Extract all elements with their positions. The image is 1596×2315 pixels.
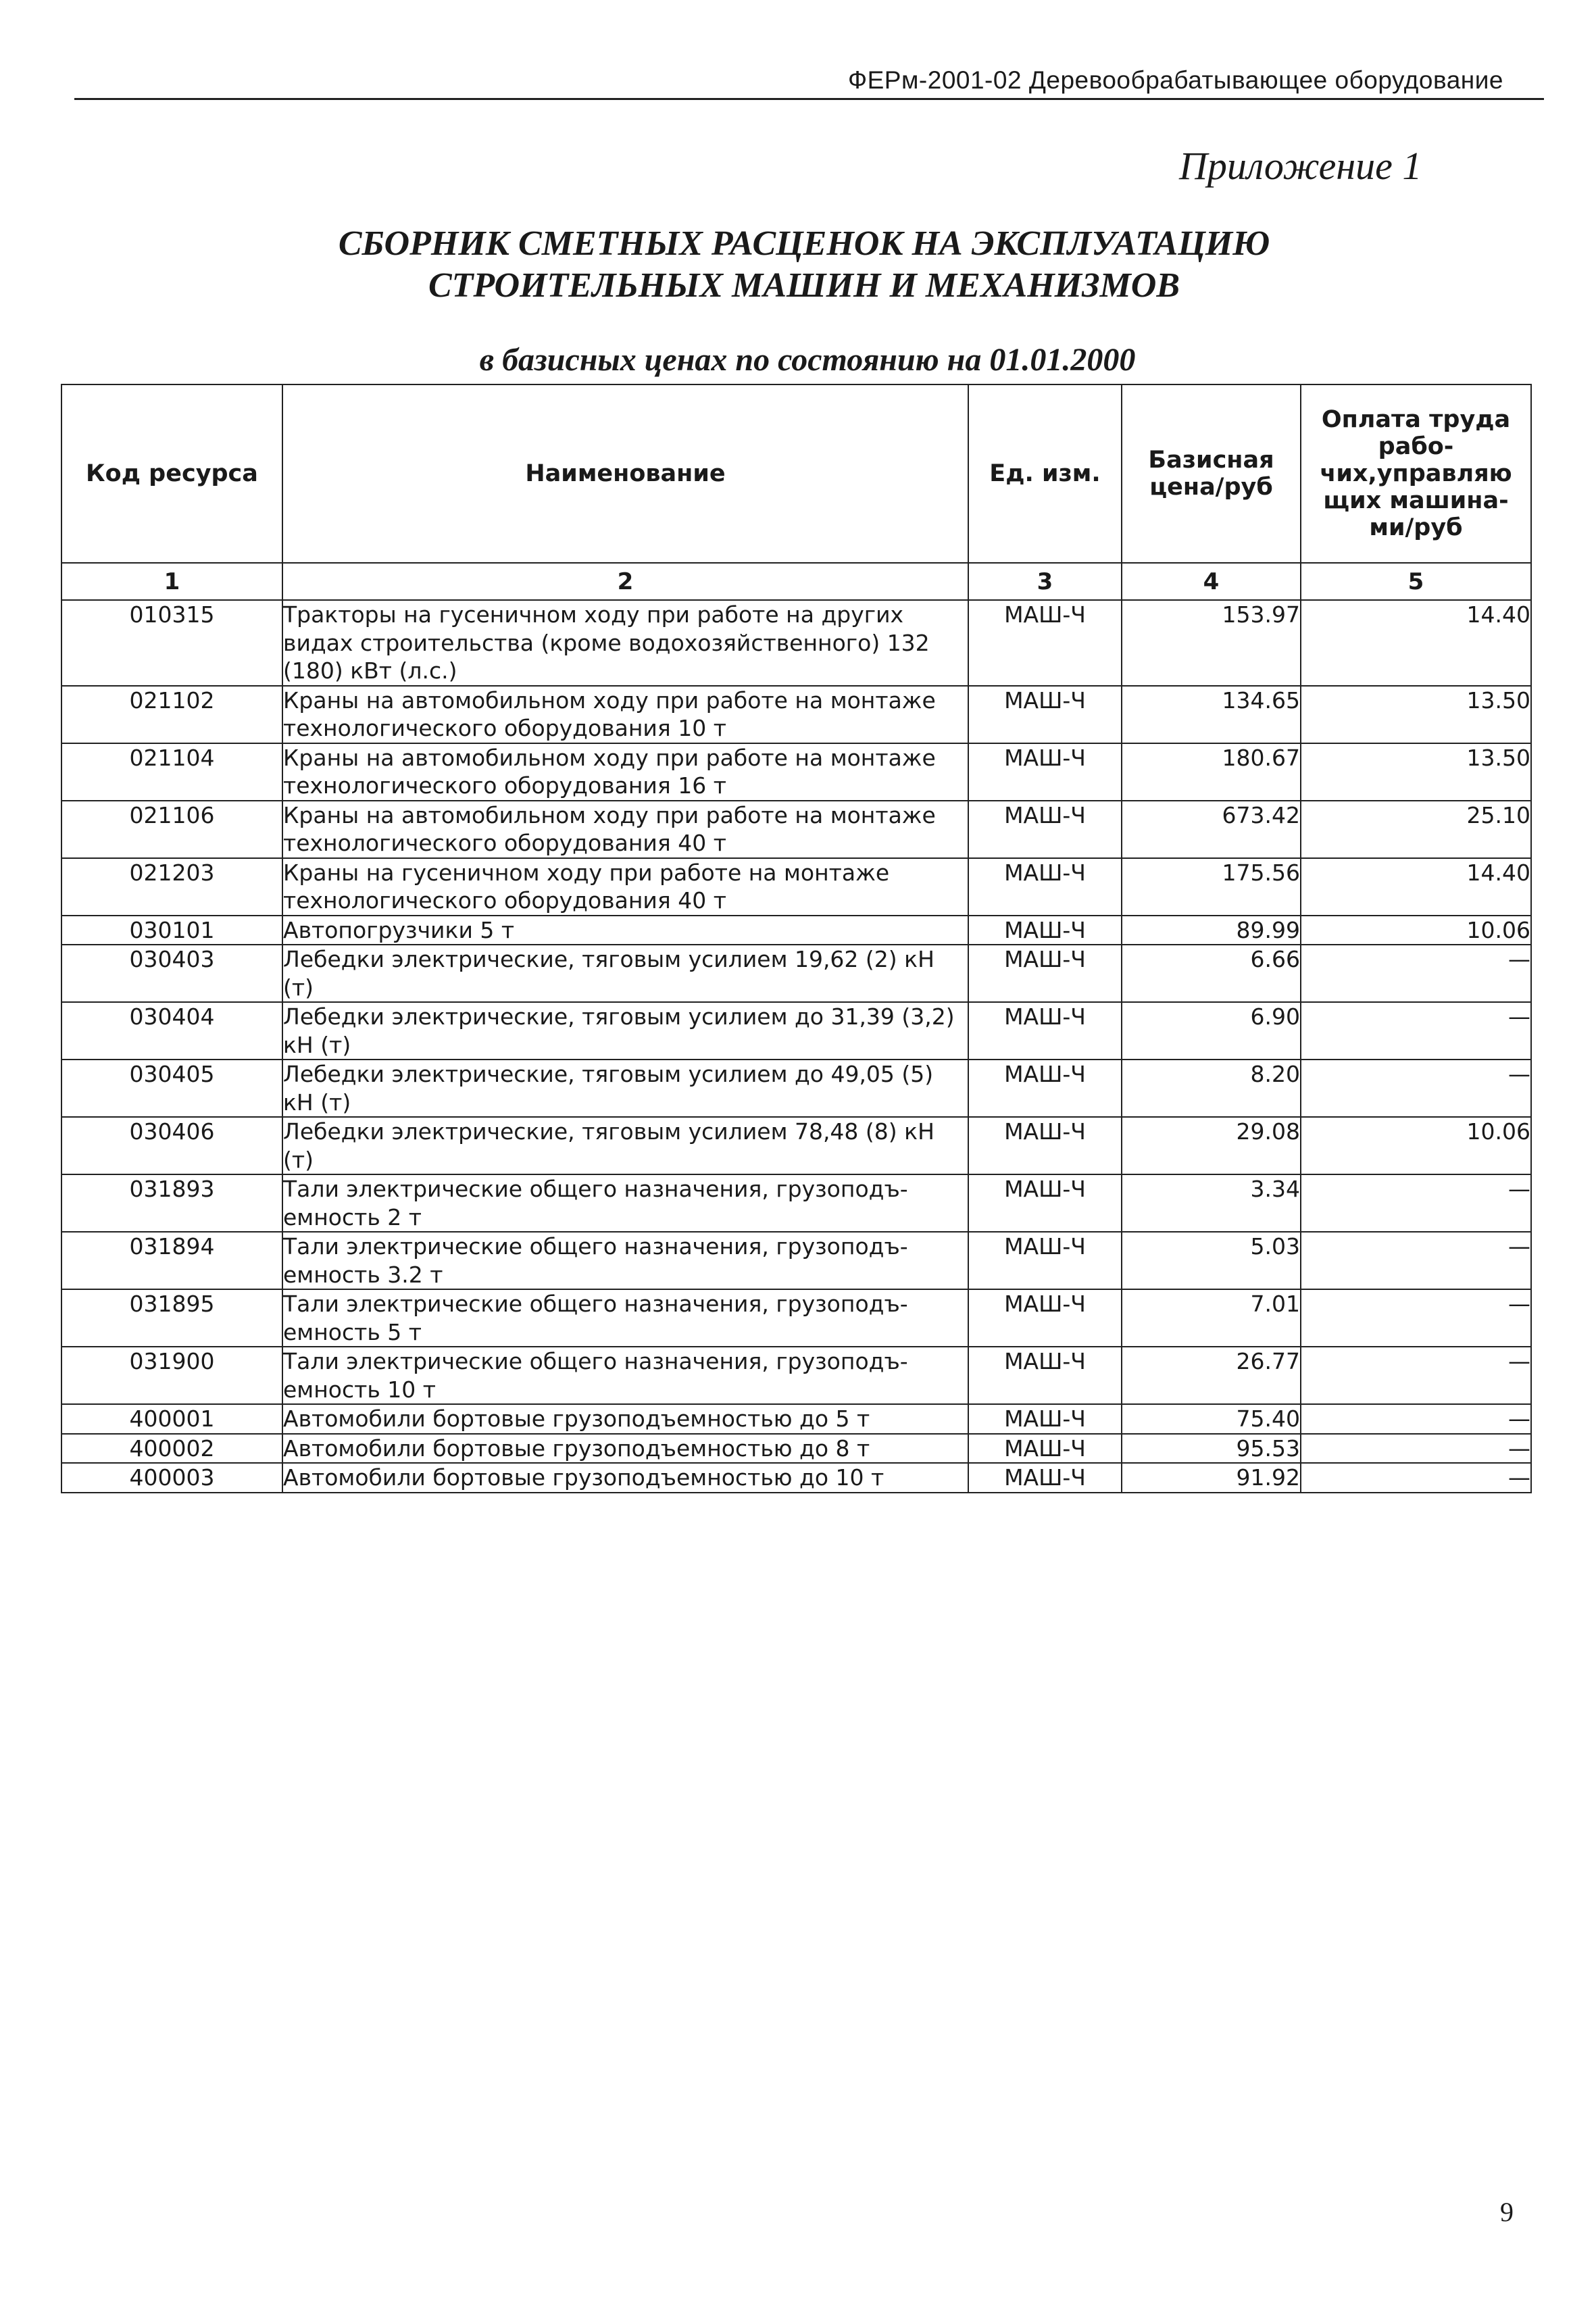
cell-code: 021203 [61,858,282,916]
table-row [61,801,1531,858]
cell-price: 673.42 [1122,801,1301,858]
table-row [61,1232,1531,1289]
rates-table [61,384,1532,1493]
cell-code: 400002 [61,1434,282,1464]
cell-unit: МАШ-Ч [968,1117,1122,1174]
cell-code: 031895 [61,1289,282,1347]
cell-name: Лебедки электрические, тяговым усилием до 49,05 (5) кН (т) [282,1060,968,1117]
cell-code: 031893 [61,1174,282,1232]
cell-price: 95.53 [1122,1434,1301,1464]
cell-code: 021102 [61,686,282,743]
cell-unit: МАШ-Ч [968,1463,1122,1493]
cell-name: Краны на автомобильном ходу при работе на монтаже технологического оборудования 40 т [282,801,968,858]
cell-wage: — [1301,1060,1531,1117]
cell-price: 153.97 [1122,600,1301,686]
cell-wage: 25.10 [1301,801,1531,858]
cell-code: 400003 [61,1463,282,1493]
table-header-row [61,384,1531,563]
cell-wage: 14.40 [1301,858,1531,916]
table-row [61,1174,1531,1232]
table-row [61,1463,1531,1493]
cell-name: Лебедки электрические, тяговым усилием до 31,39 (3,2) кН (т) [282,1002,968,1060]
document-subtitle: в базисных ценах по состоянию на 01.01.2000 [479,342,1136,378]
cell-price: 6.66 [1122,945,1301,1002]
cell-unit: МАШ-Ч [968,916,1122,945]
cell-price: 134.65 [1122,686,1301,743]
cell-wage: — [1301,1347,1531,1404]
page-number: 9 [1500,2197,1514,2227]
cell-code: 030101 [61,916,282,945]
cell-name: Краны на автомобильном ходу при работе на монтаже технологического оборудования 10 т [282,686,968,743]
cell-name: Автомобили бортовые грузоподъемностью до 10 т [282,1463,968,1493]
cell-name: Лебедки электрические, тяговым усилием 19,62 (2) кН (т) [282,945,968,1002]
cell-wage: 10.06 [1301,916,1531,945]
column-number-row [61,563,1531,600]
table-row [61,858,1531,916]
cell-price: 29.08 [1122,1117,1301,1174]
cell-unit: МАШ-Ч [968,743,1122,801]
header-rule [74,98,1544,100]
cell-name: Автопогрузчики 5 т [282,916,968,945]
cell-wage: — [1301,1002,1531,1060]
cell-code: 031900 [61,1347,282,1404]
cell-price: 175.56 [1122,858,1301,916]
cell-code: 030404 [61,1002,282,1060]
cell-price: 6.90 [1122,1002,1301,1060]
cell-code: 031894 [61,1232,282,1289]
cell-price: 26.77 [1122,1347,1301,1404]
table-row [61,1289,1531,1347]
cell-unit: МАШ-Ч [968,1289,1122,1347]
cell-price: 5.03 [1122,1232,1301,1289]
cell-unit: МАШ-Ч [968,1174,1122,1232]
cell-price: 75.40 [1122,1404,1301,1434]
table-body [61,600,1531,1493]
appendix-label: Приложение 1 [1179,144,1422,188]
cell-unit: МАШ-Ч [968,1434,1122,1464]
table-row [61,743,1531,801]
cell-code: 030405 [61,1060,282,1117]
header-wage: Оплата труда рабо-чих,управляю щих машина-ми/руб [1301,384,1531,563]
cell-unit: МАШ-Ч [968,801,1122,858]
cell-wage: 14.40 [1301,600,1531,686]
header-name: Наименование [282,384,968,563]
table-row [61,945,1531,1002]
cell-name: Тали электрические общего назначения, грузоподъ-емность 5 т [282,1289,968,1347]
cell-price: 3.34 [1122,1174,1301,1232]
cell-name: Краны на гусеничном ходу при работе на монтаже технологического оборудования 40 т [282,858,968,916]
cell-code: 021104 [61,743,282,801]
cell-code: 010315 [61,600,282,686]
cell-wage: 13.50 [1301,743,1531,801]
cell-price: 7.01 [1122,1289,1301,1347]
table-row [61,1434,1531,1464]
cell-unit: МАШ-Ч [968,858,1122,916]
table-row [61,1060,1531,1117]
table-row [61,916,1531,945]
document-title [243,223,1365,307]
cell-code: 030403 [61,945,282,1002]
table-row [61,1002,1531,1060]
column-number: 2 [282,563,968,600]
cell-wage: — [1301,1232,1531,1289]
header-code: Код ресурса [61,384,282,563]
cell-price: 8.20 [1122,1060,1301,1117]
header-price: Базисная цена/руб [1122,384,1301,563]
cell-code: 030406 [61,1117,282,1174]
cell-name: Тракторы на гусеничном ходу при работе на других видах строительства (кроме водохозяйственного) 132 (180) кВт (л.с.) [282,600,968,686]
cell-name: Лебедки электрические, тяговым усилием 78,48 (8) кН (т) [282,1117,968,1174]
cell-unit: МАШ-Ч [968,1404,1122,1434]
cell-name: Автомобили бортовые грузоподъемностью до 5 т [282,1404,968,1434]
cell-name: Тали электрические общего назначения, грузоподъ-емность 3.2 т [282,1232,968,1289]
table-row [61,686,1531,743]
column-number: 4 [1122,563,1301,600]
cell-unit: МАШ-Ч [968,1002,1122,1060]
cell-wage: — [1301,1174,1531,1232]
cell-wage: — [1301,1434,1531,1464]
cell-wage: — [1301,1463,1531,1493]
header-unit: Ед. изм. [968,384,1122,563]
cell-unit: МАШ-Ч [968,1060,1122,1117]
column-number: 1 [61,563,282,600]
running-header: ФЕРм-2001-02 Деревообрабатывающее оборудование [848,66,1503,94]
cell-price: 89.99 [1122,916,1301,945]
cell-name: Автомобили бортовые грузоподъемностью до 8 т [282,1434,968,1464]
table-row [61,1117,1531,1174]
cell-price: 91.92 [1122,1463,1301,1493]
cell-price: 180.67 [1122,743,1301,801]
cell-unit: МАШ-Ч [968,600,1122,686]
cell-unit: МАШ-Ч [968,686,1122,743]
cell-name: Тали электрические общего назначения, грузоподъ-емность 2 т [282,1174,968,1232]
cell-wage: 10.06 [1301,1117,1531,1174]
title-line-2: СТРОИТЕЛЬНЫХ МАШИН И МЕХАНИЗМОВ [428,266,1180,305]
table-row [61,600,1531,686]
cell-unit: МАШ-Ч [968,1347,1122,1404]
cell-wage: — [1301,945,1531,1002]
title-line-1: СБОРНИК СМЕТНЫХ РАСЦЕНОК НА ЭКСПЛУАТАЦИЮ [338,224,1270,263]
table-row [61,1404,1531,1434]
cell-wage: 13.50 [1301,686,1531,743]
cell-name: Тали электрические общего назначения, грузоподъ-емность 10 т [282,1347,968,1404]
cell-code: 400001 [61,1404,282,1434]
cell-name: Краны на автомобильном ходу при работе на монтаже технологического оборудования 16 т [282,743,968,801]
cell-wage: — [1301,1289,1531,1347]
cell-unit: МАШ-Ч [968,945,1122,1002]
cell-unit: МАШ-Ч [968,1232,1122,1289]
table-row [61,1347,1531,1404]
cell-code: 021106 [61,801,282,858]
column-number: 5 [1301,563,1531,600]
cell-wage: — [1301,1404,1531,1434]
column-number: 3 [968,563,1122,600]
